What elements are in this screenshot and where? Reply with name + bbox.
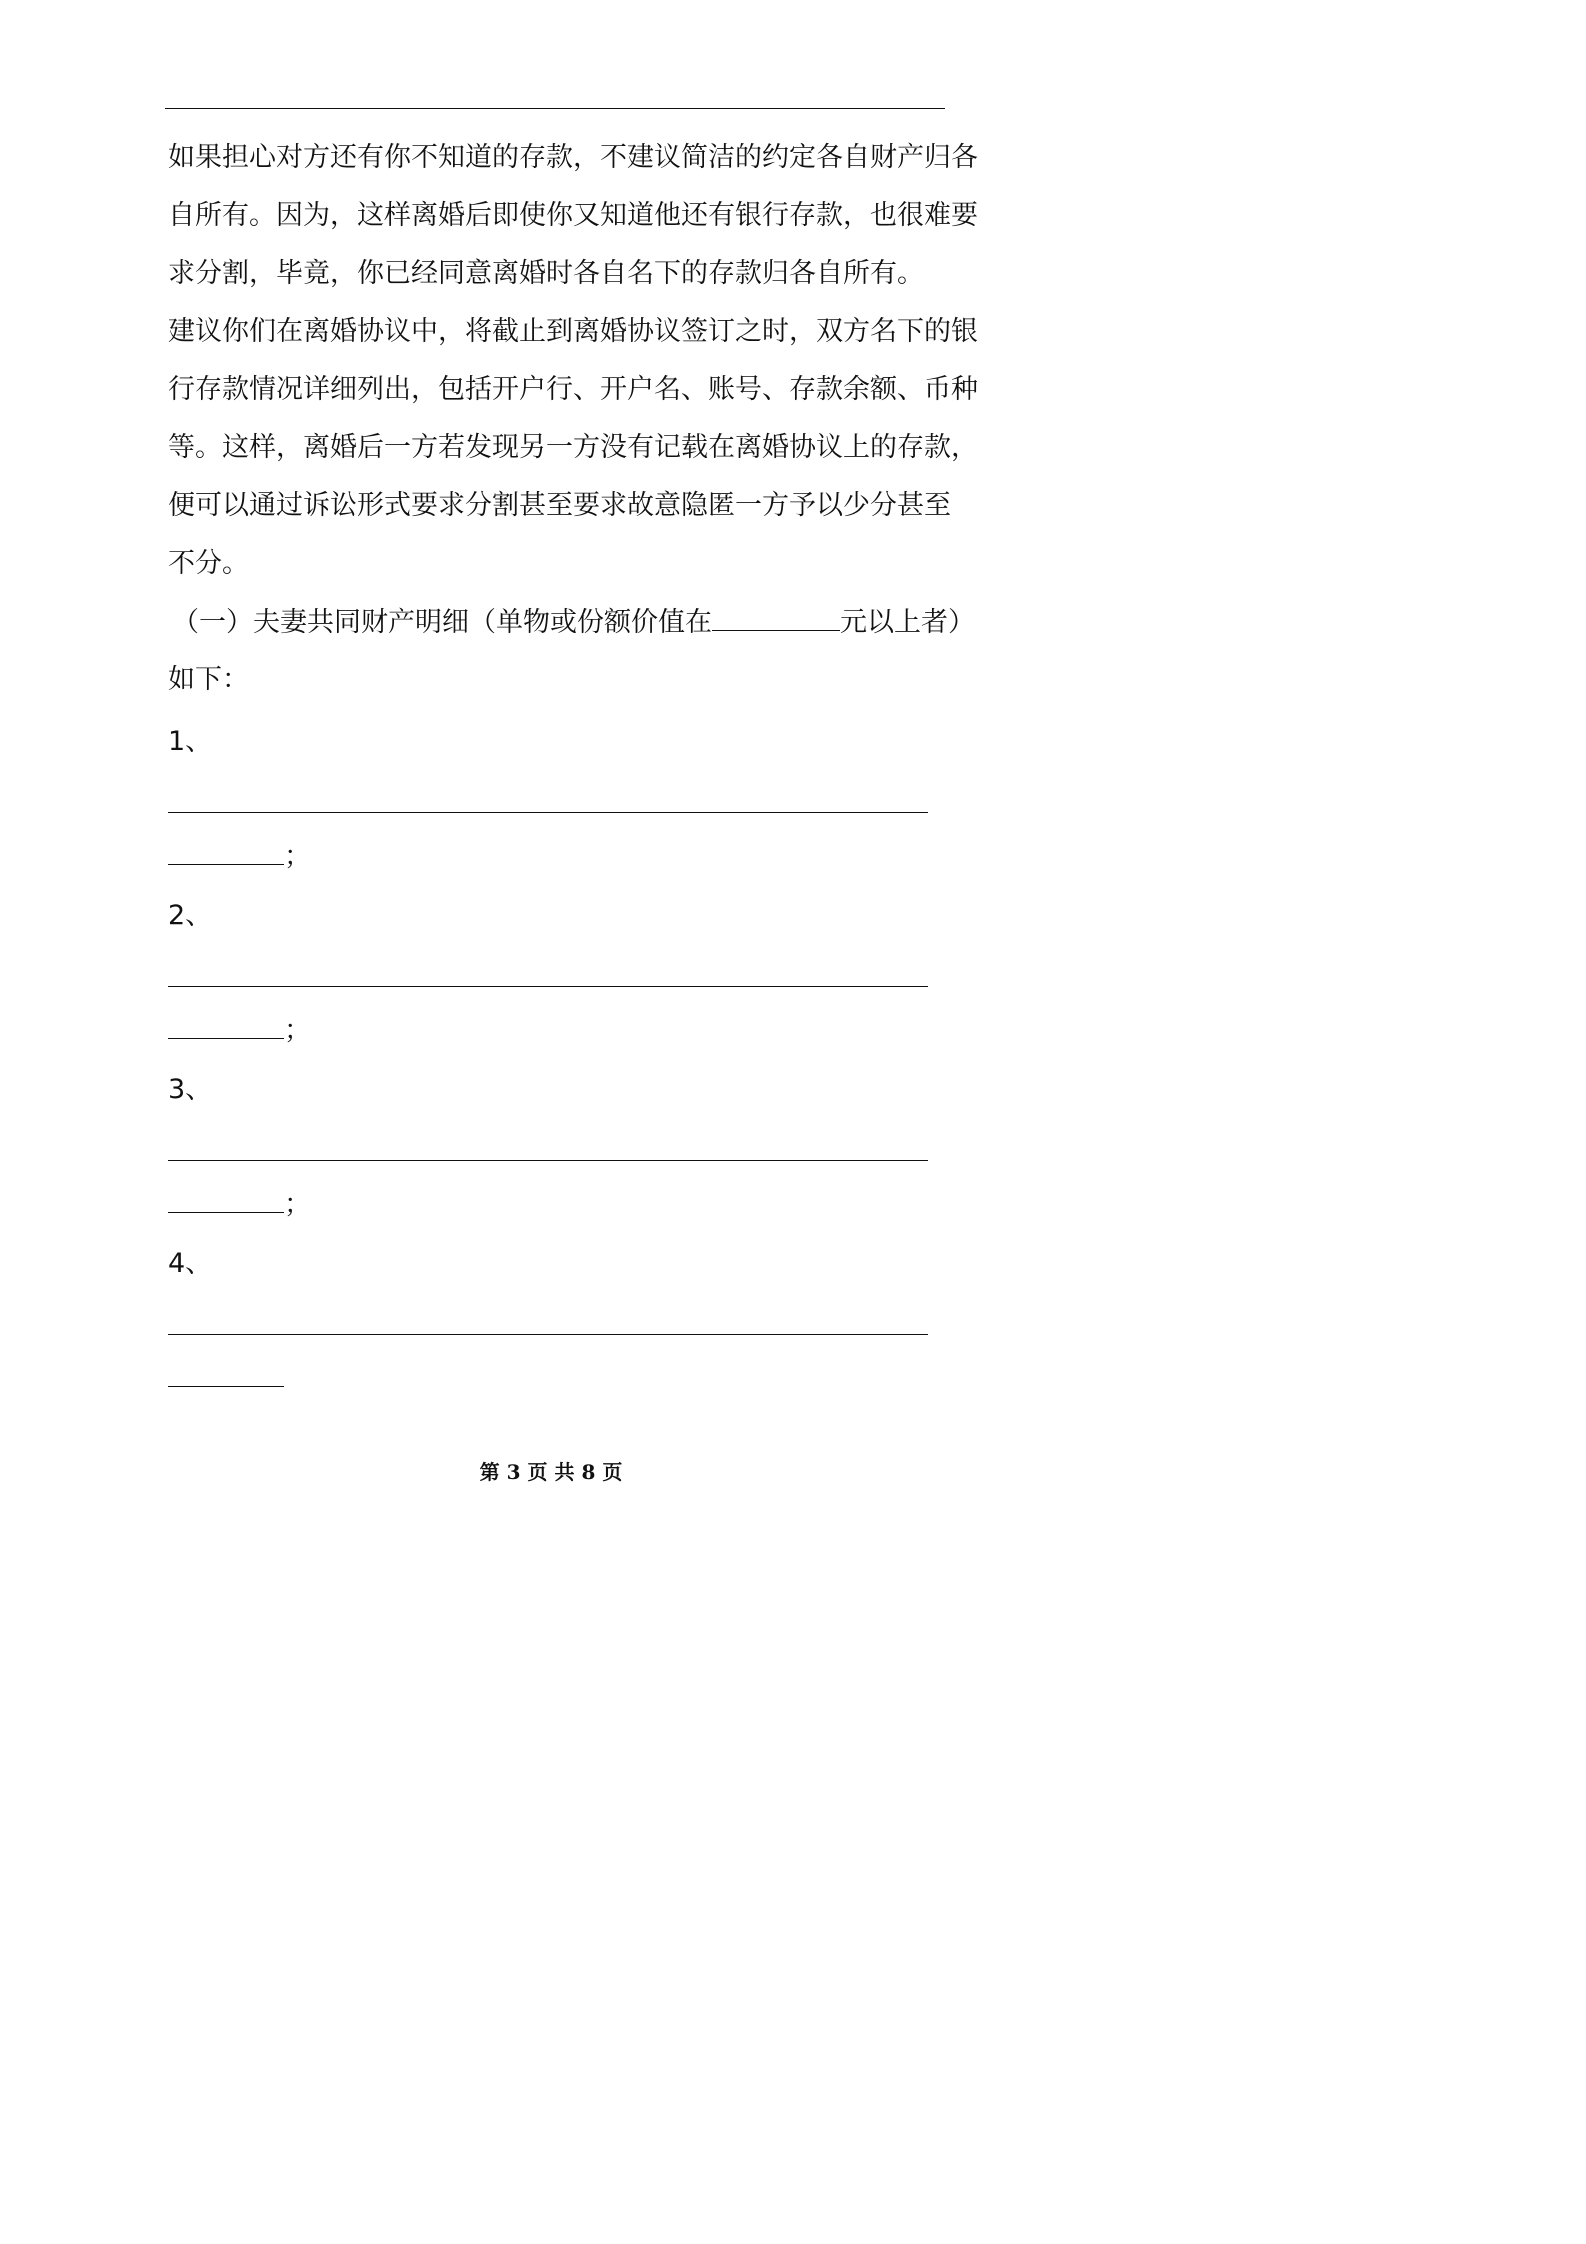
item-fill-blank[interactable]	[168, 1014, 284, 1039]
item-fill-blank[interactable]	[168, 1362, 284, 1387]
item-label: 3、	[168, 1074, 213, 1105]
item-fill-line[interactable]	[168, 986, 928, 987]
section-heading-suffix: 元以上者）	[840, 607, 975, 638]
item-end-row	[168, 1014, 311, 1047]
section-heading-cont: 如下：	[168, 664, 249, 695]
page-footer: 第 3 页 共 8 页	[479, 1460, 623, 1484]
value-blank[interactable]	[712, 606, 840, 631]
item-fill-line[interactable]	[168, 1334, 928, 1335]
item-end-row	[168, 1362, 284, 1395]
item-label: 4、	[168, 1248, 213, 1279]
header-rule	[165, 108, 945, 109]
paragraph-line: 行存款情况详细列出，包括开户行、开户名、账号、存款余额、币种	[168, 374, 978, 405]
item-fill-line[interactable]	[168, 812, 928, 813]
item-fill-blank[interactable]	[168, 1188, 284, 1213]
paragraph-line: 求分割，毕竟，你已经同意离婚时各自名下的存款归各自所有。	[168, 258, 924, 289]
item-end-row	[168, 1188, 311, 1221]
paragraph-line: 不分。	[168, 548, 249, 579]
section-heading	[172, 606, 975, 639]
paragraph-line: 如果担心对方还有你不知道的存款，不建议简洁的约定各自财产归各	[168, 142, 978, 173]
section-heading-prefix: （一）夫妻共同财产明细（单物或份额价值在	[172, 607, 712, 638]
item-label: 2、	[168, 900, 213, 931]
item-end-mark: ；	[284, 841, 311, 872]
item-end-mark: ；	[284, 1015, 311, 1046]
item-fill-blank[interactable]	[168, 840, 284, 865]
item-end-mark: ；	[284, 1189, 311, 1220]
paragraph-line: 便可以通过诉讼形式要求分割甚至要求故意隐匿一方予以少分甚至	[168, 490, 951, 521]
item-label: 1、	[168, 726, 213, 757]
paragraph-line: 建议你们在离婚协议中，将截止到离婚协议签订之时，双方名下的银	[168, 316, 978, 347]
paragraph-line: 自所有。因为，这样离婚后即使你又知道他还有银行存款，也很难要	[168, 200, 978, 231]
paragraph-line: 等。这样，离婚后一方若发现另一方没有记载在离婚协议上的存款，	[168, 432, 978, 463]
item-fill-line[interactable]	[168, 1160, 928, 1161]
item-end-row	[168, 840, 311, 873]
